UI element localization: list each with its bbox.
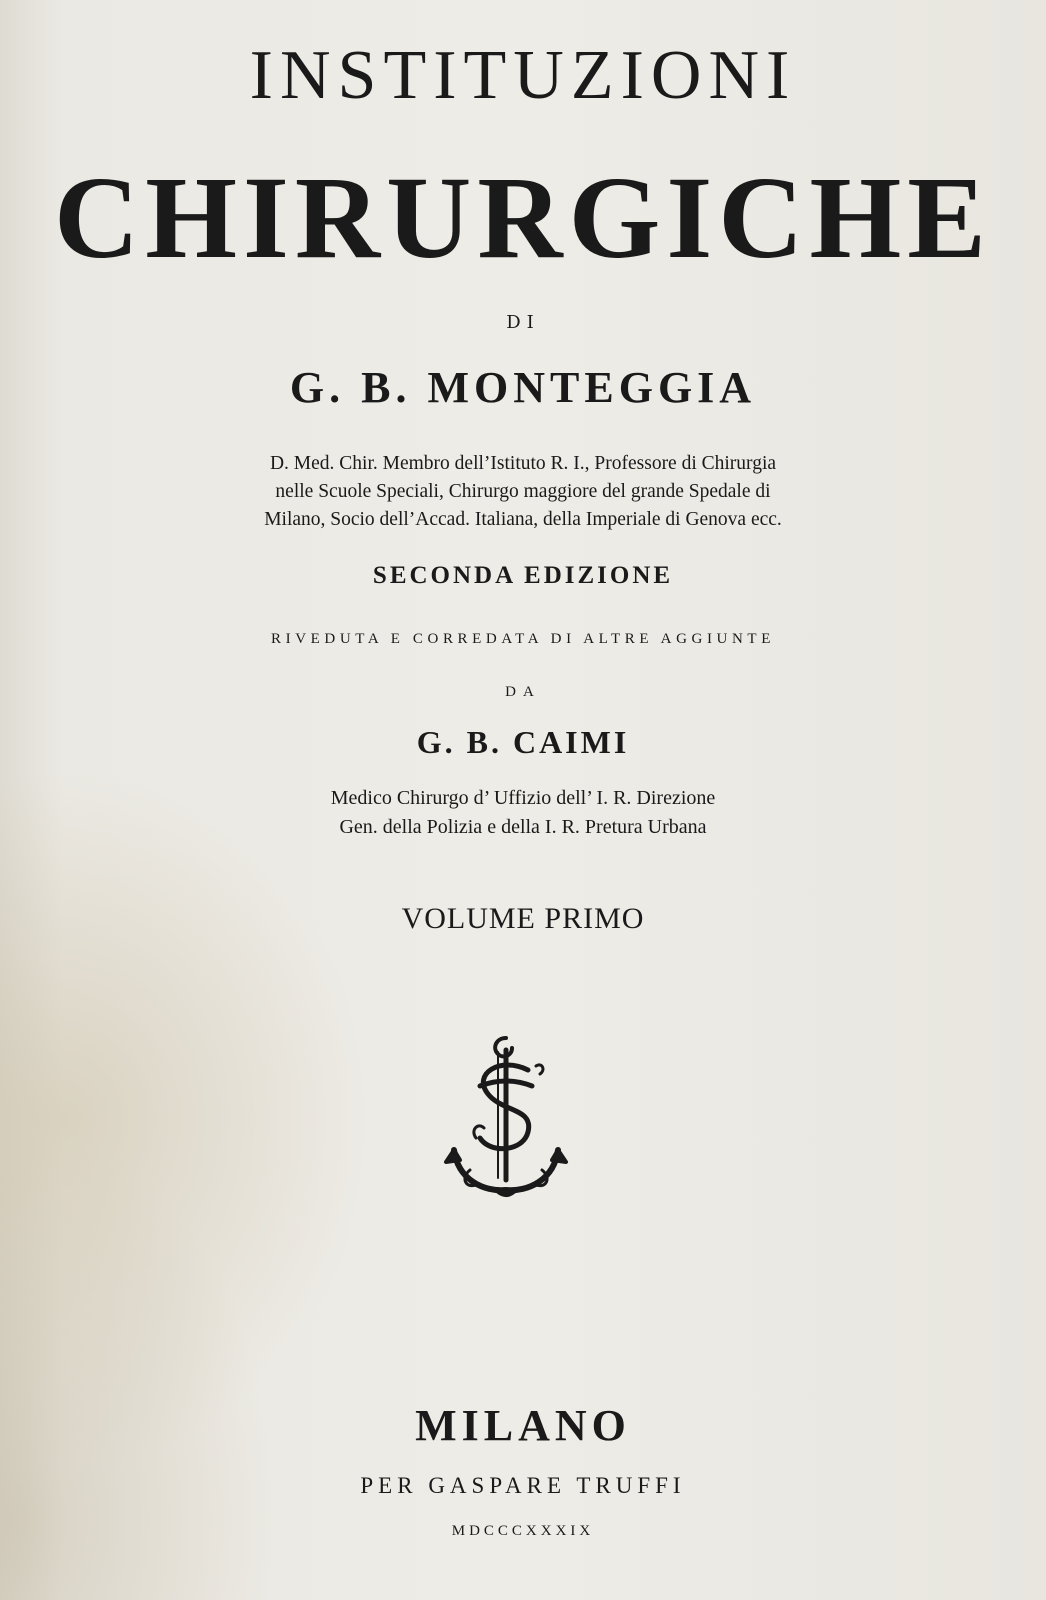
author-prefix: DI (506, 312, 540, 333)
author-name: G. B. MONTEGGIA (289, 363, 757, 412)
volume-label: VOLUME PRIMO (401, 902, 645, 935)
author-credentials-line: nelle Scuole Speciali, Chirurgo maggiore del grande Spedale di (275, 481, 771, 502)
title-line-1: INSTITUZIONI (249, 37, 797, 114)
author-credentials-line: Milano, Socio dell’Accad. Italiana, della Imperiale di Genova ecc. (264, 509, 782, 530)
title-line-2: CHIRURGICHE (54, 152, 992, 283)
author-credentials (0, 450, 1046, 534)
imprint-printer: PER GASPARE TRUFFI (360, 1473, 686, 1498)
imprint-year: MDCCCXXXIX (451, 1523, 595, 1539)
anchor-monogram-icon (436, 1030, 576, 1210)
editor-credentials-line: Medico Chirurgo d’ Uffizio dell’ I. R. Direzione (330, 787, 716, 809)
editor-prefix: DA (505, 684, 541, 700)
editor-name: G. B. CAIMI (416, 724, 630, 760)
imprint-city: MILANO (415, 1401, 631, 1450)
author-credentials-line: D. Med. Chir. Membro dell’Istituto R. I., Professore di Chirurgia (269, 453, 777, 474)
editor-credentials (0, 784, 1046, 842)
edition-label: SECONDA EDIZIONE (372, 562, 674, 589)
edition-note: RIVEDUTA E CORREDATA DI ALTRE AGGIUNTE (271, 631, 775, 647)
editor-credentials-line: Gen. della Polizia e della I. R. Pretura Urbana (339, 816, 707, 838)
